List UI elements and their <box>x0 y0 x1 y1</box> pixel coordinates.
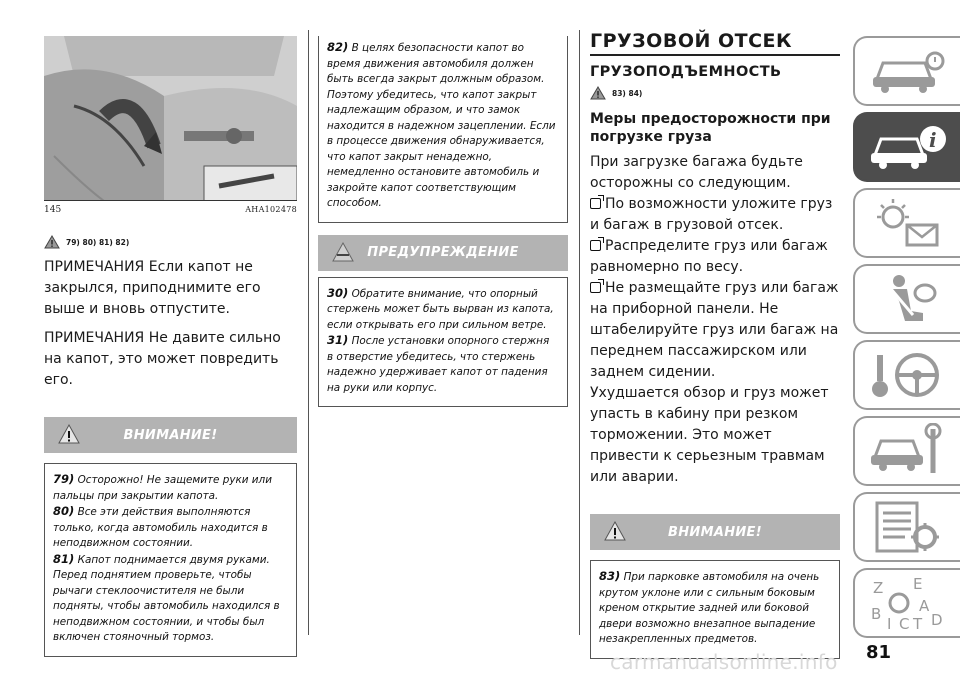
warning-title: ВНИМАНИЕ! <box>668 524 762 540</box>
tab-warning-lights[interactable] <box>853 188 960 258</box>
svg-text:B: B <box>871 605 882 623</box>
specifications-icon <box>869 499 949 555</box>
tab-car-info[interactable] <box>853 112 960 182</box>
reference-numbers: 83) 84) <box>612 88 643 98</box>
caution-triangle-icon <box>332 241 354 263</box>
svg-text:D: D <box>931 611 943 629</box>
warning-note: 80) Все эти действия выполняются только, когда автомобиль находится в неподвижном состоянии. <box>53 504 268 549</box>
bullet-item: Не размещайте груз или багаж на приборной панели. Не штабелируйте груз или багаж на переднем пассажирском или заднем сидении. <box>590 280 839 380</box>
tab-airbag-seatbelt[interactable] <box>853 264 960 334</box>
warning-lights-icon <box>869 195 949 251</box>
hood-support-illustration <box>44 36 297 201</box>
section-title: ГРУЗОВОЙ ОТСЕК <box>590 30 840 56</box>
caution-note: 30) Обратите внимание, что опорный стержень может быть вырван из капота, если открывать его при сильном ветре. <box>327 285 554 331</box>
middle-column <box>318 36 568 407</box>
tab-car-maintenance[interactable] <box>853 416 960 486</box>
bullet-item: Распределите груз или багаж равномерно по весу. <box>590 238 828 275</box>
bullet-item: По возможности уложите груз и багаж в грузовой отсек. <box>590 196 833 233</box>
svg-text:T: T <box>913 615 923 631</box>
checkbox-bullet-icon <box>590 240 601 251</box>
svg-text:E: E <box>913 575 923 593</box>
column-divider <box>308 30 309 635</box>
caution-title: ПРЕДУПРЕЖДЕНИЕ <box>367 245 519 260</box>
car-info-icon <box>869 119 949 175</box>
caution-notes-box <box>318 277 568 408</box>
warning-triangle-icon <box>590 86 606 100</box>
warning-triangle-icon <box>604 520 626 542</box>
right-column <box>590 30 840 659</box>
warning-notes-box <box>590 560 840 659</box>
svg-text:Z: Z <box>873 579 884 597</box>
steering-key-icon <box>869 347 949 403</box>
notes-text <box>44 257 297 391</box>
caution-header <box>318 235 568 271</box>
reference-row <box>590 86 840 100</box>
intro-paragraph: При загрузке багажа будьте осторожны со следующим. <box>590 154 803 191</box>
svg-text:A: A <box>919 597 930 615</box>
watermark: carmanualsonline.info <box>610 650 838 674</box>
tab-car-dashboard[interactable] <box>853 36 960 106</box>
airbag-seatbelt-icon <box>869 271 949 327</box>
warning-note: 82) В целях безопасности капот во время движения автомобиля должен быть всегда закрыт должным образом. Поэтому убедитесь, что капот закрыт надлежащим образом, и что замок находится в надежном зацеплении. Если в процессе движения обнаруживается, что капот закрыт ненадежно, немедленно остановите автомобиль и закройте капот соответствующим способом. <box>327 40 556 209</box>
note-paragraph: ПРИМЕЧАНИЯ Если капот не закрылся, приподнимите его выше и вновь отпустите. <box>44 259 261 317</box>
warning-header <box>590 514 840 550</box>
caution-note: 31) После установки опорного стержня в отверстие убедитесь, что стержень надежно удерживает капот от падения на руки или корпус. <box>327 333 550 394</box>
warning-triangle-icon <box>44 235 60 249</box>
warning-triangle-icon <box>58 423 80 445</box>
reference-numbers: 79) 80) 81) 82) <box>66 237 130 247</box>
svg-text:I: I <box>887 615 892 631</box>
svg-text:i: i <box>929 128 937 152</box>
note-paragraph: ПРИМЕЧАНИЯ Не давите сильно на капот, это может повредить его. <box>44 330 281 388</box>
engine-bay-figure <box>44 36 297 201</box>
car-maintenance-icon <box>869 423 949 479</box>
warning-note: 81) Капот поднимается двумя руками. Перед поднятием проверьте, чтобы рычаги стеклоочистителя не были подняты, чтобы автомобиль находился в неподвижном состоянии, и чтобы был включен стояночный тормоз. <box>53 551 280 643</box>
tab-specifications[interactable] <box>853 492 960 562</box>
warning-title: ВНИМАНИЕ! <box>123 427 218 443</box>
figure-number: 145 <box>44 205 62 215</box>
figure-caption <box>44 205 297 215</box>
figure-code: AHA102478 <box>245 205 297 214</box>
left-column <box>44 36 297 657</box>
warning-header <box>44 417 297 453</box>
body-text <box>590 152 840 488</box>
warning-note: 79) Осторожно! Не защемите руки или пальцы при закрытии капота. <box>53 472 272 502</box>
subsection-title: ГРУЗОПОДЪЕМНОСТЬ <box>590 64 782 80</box>
checkbox-bullet-icon <box>590 282 601 293</box>
tab-steering-key[interactable] <box>853 340 960 410</box>
page-number: 81 <box>866 642 892 663</box>
closing-paragraph: Ухудшается обзор и груз может упасть в кабину при резком торможении. Это может привести к серьезным травмам или аварии. <box>590 385 829 485</box>
warning-note: 83) При парковке автомобиля на очень крутом уклоне или с сильным боковым креном открытие задней или боковой двери возможно внезапное выпадение незакрепленных предметов. <box>599 569 820 645</box>
column-divider <box>579 30 580 635</box>
heading: Меры предосторожности при погрузке груза <box>590 111 831 145</box>
car-dashboard-icon <box>869 43 949 99</box>
reference-row <box>44 235 297 249</box>
warning-notes-box <box>318 36 568 223</box>
tab-alphabetical-index[interactable] <box>853 568 960 638</box>
warning-notes-box <box>44 463 297 657</box>
svg-text:C: C <box>899 615 910 631</box>
alphabetical-index-icon <box>869 575 949 631</box>
checkbox-bullet-icon <box>590 198 601 209</box>
